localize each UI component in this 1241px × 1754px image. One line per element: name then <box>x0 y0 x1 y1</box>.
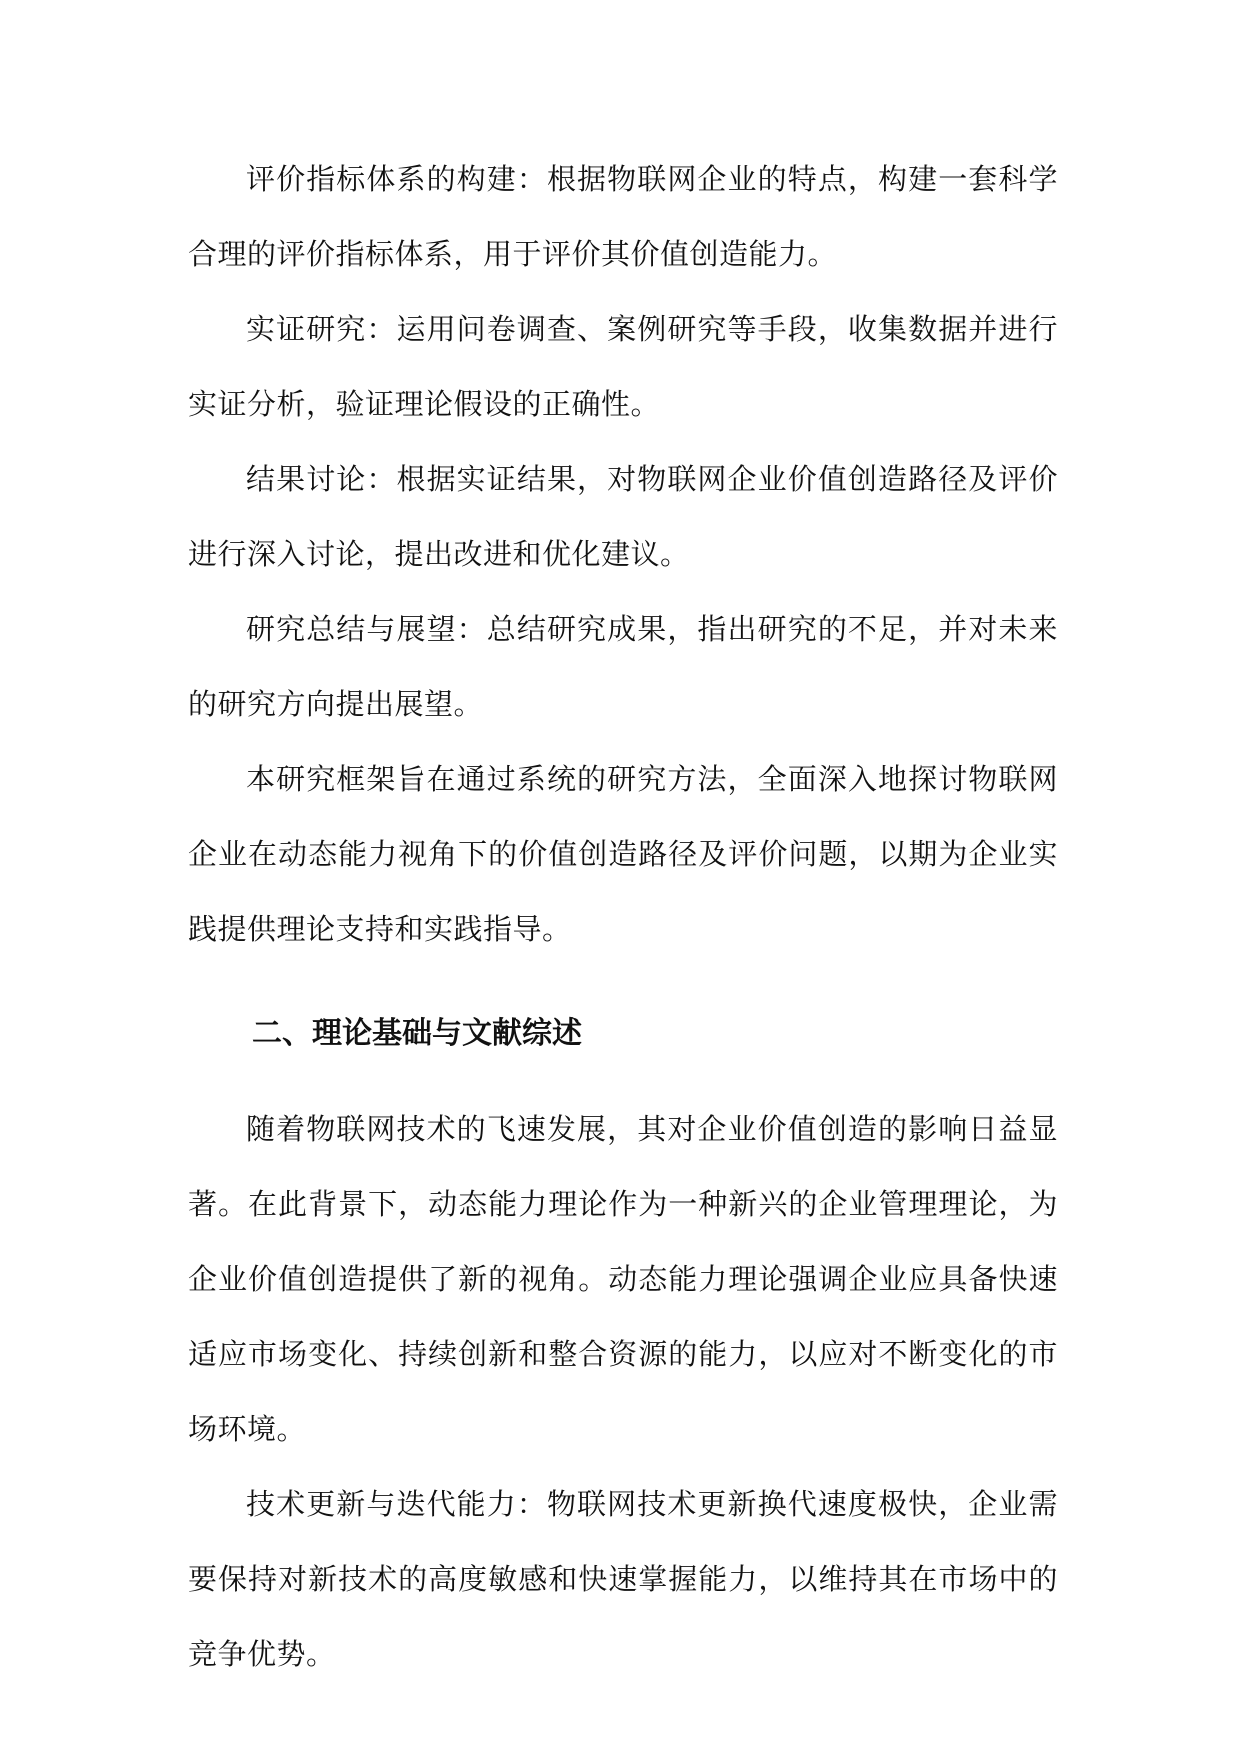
section-heading: 二、理论基础与文献综述 <box>252 1016 582 1051</box>
paragraph-summary-outlook: 研究总结与展望：总结研究成果，指出研究的不足，并对未来的研究方向提出展望。 <box>188 612 1058 721</box>
paragraph-framework-purpose: 本研究框架旨在通过系统的研究方法，全面深入地探讨物联网企业在动态能力视角下的价值创造路径及评价问题，以期为企业实践提供理论支持和实践指导。 <box>188 762 1058 946</box>
paragraph-empirical-research: 实证研究：运用问卷调查、案例研究等手段，收集数据并进行实证分析，验证理论假设的正确性。 <box>188 312 1058 421</box>
paragraph-results-discussion: 结果讨论：根据实证结果，对物联网企业价值创造路径及评价进行深入讨论，提出改进和优化建议。 <box>188 462 1058 571</box>
paragraph-iot-background: 随着物联网技术的飞速发展，其对企业价值创造的影响日益显著。在此背景下，动态能力理论作为一种新兴的企业管理理论，为企业价值创造提供了新的视角。动态能力理论强调企业应具备快速适应市场变化、持续创新和整合资源的能力，以应对不断变化的市场环境。 <box>188 1112 1058 1446</box>
paragraph-evaluation-index-system: 评价指标体系的构建：根据物联网企业的特点，构建一套科学合理的评价指标体系，用于评价其价值创造能力。 <box>188 162 1058 271</box>
document-body <box>188 142 1058 1692</box>
paragraph-tech-update-capability: 技术更新与迭代能力：物联网技术更新换代速度极快，企业需要保持对新技术的高度敏感和快速掌握能力，以维持其在市场中的竞争优势。 <box>188 1487 1058 1671</box>
